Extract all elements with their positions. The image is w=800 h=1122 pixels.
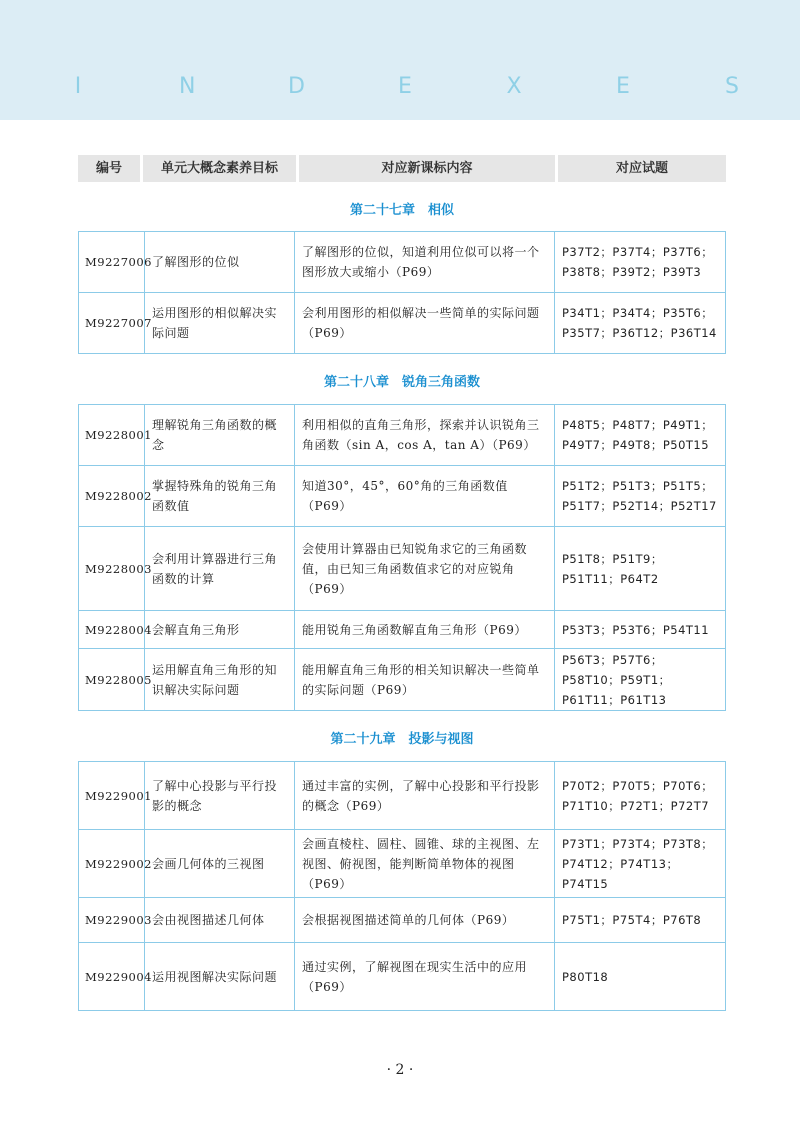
header-goal: 单元大概念素养目标 bbox=[143, 155, 296, 182]
row-goal: 会利用计算器进行三角函数的计算 bbox=[145, 527, 295, 611]
row-content: 会根据视图描述简单的几何体（P69） bbox=[295, 898, 555, 943]
table-row bbox=[79, 405, 726, 466]
row-items: P51T2；P51T3；P51T5；P51T7；P52T14；P52T17 bbox=[555, 466, 726, 527]
table-row bbox=[79, 527, 726, 611]
row-goal: 了解图形的位似 bbox=[145, 232, 295, 293]
banner-letter: E bbox=[398, 74, 412, 99]
banner-letter: S bbox=[725, 74, 739, 99]
row-code: M9229004 bbox=[79, 943, 145, 1011]
table-row bbox=[79, 649, 726, 711]
indexes-watermark bbox=[70, 74, 740, 99]
page-number: · 2 · bbox=[386, 1062, 414, 1078]
row-items: P51T8；P51T9；P51T11；P64T2 bbox=[555, 527, 726, 611]
row-items: P37T2；P37T4；P37T6；P38T8；P39T2；P39T3 bbox=[555, 232, 726, 293]
row-content: 会画直棱柱、圆柱、圆锥、球的主视图、左视图、俯视图，能判断简单物体的视图（P69） bbox=[295, 830, 555, 898]
row-items: P48T5；P48T7；P49T1；P49T7；P49T8；P50T15 bbox=[555, 405, 726, 466]
row-code: M9229002 bbox=[79, 830, 145, 898]
row-content: 能用锐角三角函数解直角三角形（P69） bbox=[295, 611, 555, 649]
banner-letter: I bbox=[74, 74, 82, 99]
row-code: M9228002 bbox=[79, 466, 145, 527]
row-content: 会利用图形的相似解决一些简单的实际问题（P69） bbox=[295, 293, 555, 354]
header-items: 对应试题 bbox=[558, 155, 726, 182]
row-goal: 了解中心投影与平行投影的概念 bbox=[145, 762, 295, 830]
row-code: M9227006 bbox=[79, 232, 145, 293]
row-code: M9228001 bbox=[79, 405, 145, 466]
row-content: 能用解直角三角形的相关知识解决一些简单的实际问题（P69） bbox=[295, 649, 555, 711]
table-row bbox=[79, 611, 726, 649]
banner-letter: N bbox=[179, 74, 196, 99]
row-content: 会使用计算器由已知锐角求它的三角函数值，由已知三角函数值求它的对应锐角（P69） bbox=[295, 527, 555, 611]
row-content: 通过丰富的实例，了解中心投影和平行投影的概念（P69） bbox=[295, 762, 555, 830]
banner-letter: X bbox=[506, 74, 522, 99]
index-table bbox=[78, 761, 726, 1011]
table-row bbox=[79, 293, 726, 354]
row-goal: 理解锐角三角函数的概念 bbox=[145, 405, 295, 466]
chapter-title: 第二十七章 相似 bbox=[349, 203, 454, 218]
row-goal: 运用解直角三角形的知识解决实际问题 bbox=[145, 649, 295, 711]
row-goal: 会画几何体的三视图 bbox=[145, 830, 295, 898]
column-header-row bbox=[78, 155, 726, 182]
row-items: P73T1；P73T4；P73T8；P74T12；P74T13；P74T15 bbox=[555, 830, 726, 898]
row-goal: 会由视图描述几何体 bbox=[145, 898, 295, 943]
row-content: 利用相似的直角三角形，探索并认识锐角三角函数（sin A，cos A，tan A）（P69） bbox=[295, 405, 555, 466]
table-row bbox=[79, 898, 726, 943]
row-items: P34T1；P34T4；P35T6；P35T7；P36T12；P36T14 bbox=[555, 293, 726, 354]
banner-letter: E bbox=[616, 74, 630, 99]
row-code: M9228004 bbox=[79, 611, 145, 649]
table-row bbox=[79, 466, 726, 527]
table-row bbox=[79, 762, 726, 830]
banner-letter: D bbox=[288, 74, 305, 99]
row-code: M9228005 bbox=[79, 649, 145, 711]
table-row bbox=[79, 943, 726, 1011]
row-goal: 会解直角三角形 bbox=[145, 611, 295, 649]
row-items: P80T18 bbox=[555, 943, 726, 1011]
row-code: M9229003 bbox=[79, 898, 145, 943]
table-row bbox=[79, 232, 726, 293]
header-code: 编号 bbox=[78, 155, 140, 182]
header-banner bbox=[0, 0, 800, 120]
chapter-title: 第二十九章 投影与视图 bbox=[330, 732, 474, 747]
index-table bbox=[78, 404, 726, 711]
header-content: 对应新课标内容 bbox=[299, 155, 555, 182]
row-content: 了解图形的位似，知道利用位似可以将一个图形放大或缩小（P69） bbox=[295, 232, 555, 293]
row-goal: 掌握特殊角的锐角三角函数值 bbox=[145, 466, 295, 527]
table-row bbox=[79, 830, 726, 898]
row-content: 通过实例，了解视图在现实生活中的应用（P69） bbox=[295, 943, 555, 1011]
row-goal: 运用视图解决实际问题 bbox=[145, 943, 295, 1011]
row-goal: 运用图形的相似解决实际问题 bbox=[145, 293, 295, 354]
row-code: M9229001 bbox=[79, 762, 145, 830]
row-code: M9228003 bbox=[79, 527, 145, 611]
row-items: P75T1；P75T4；P76T8 bbox=[555, 898, 726, 943]
row-code: M9227007 bbox=[79, 293, 145, 354]
row-items: P56T3；P57T6；P58T10；P59T1；P61T11；P61T13 bbox=[555, 649, 726, 711]
chapter-title: 第二十八章 锐角三角函数 bbox=[323, 375, 480, 390]
row-items: P53T3；P53T6；P54T11 bbox=[555, 611, 726, 649]
row-content: 知道30°，45°，60°角的三角函数值（P69） bbox=[295, 466, 555, 527]
row-items: P70T2；P70T5；P70T6；P71T10；P72T1；P72T7 bbox=[555, 762, 726, 830]
index-table bbox=[78, 231, 726, 354]
